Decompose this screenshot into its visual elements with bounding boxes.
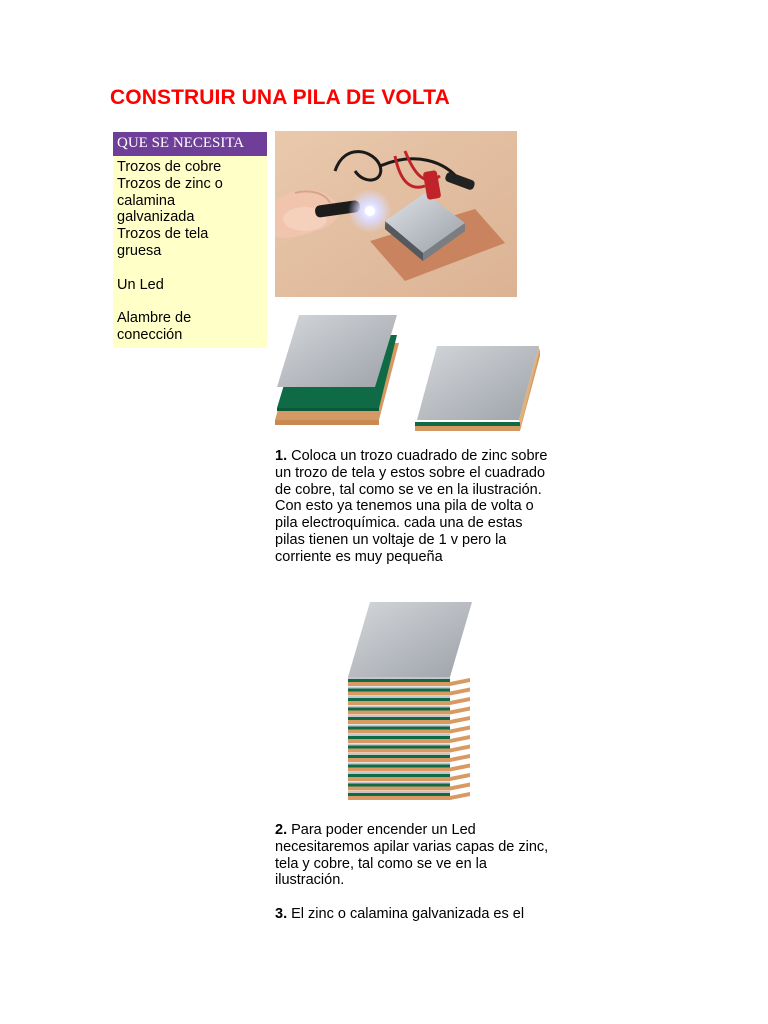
assembled-cell-illustration	[415, 346, 545, 431]
materials-item: galvanizada	[117, 209, 195, 226]
stack-layer	[348, 791, 470, 800]
stack-layer	[348, 687, 470, 696]
materials-item: gruesa	[117, 242, 162, 259]
step-3-text	[275, 906, 550, 923]
stack-layer	[348, 753, 470, 762]
step-body: Para poder encender un Led necesitaremos apilar varias capas de zinc, tela y cobre, tal como se ve en la ilustración.	[275, 822, 549, 889]
materials-item: Alambre de	[117, 310, 192, 327]
materials-list	[113, 156, 267, 347]
materials-item: Trozos de zinc o	[117, 175, 223, 192]
stack-layer	[348, 696, 470, 705]
stack-layer	[348, 734, 470, 743]
materials-box	[113, 132, 267, 348]
materials-item: Trozos de cobre	[117, 159, 222, 175]
step-2-text	[275, 822, 550, 889]
stack-layer	[348, 677, 470, 686]
battery-led-photo	[275, 131, 517, 297]
stack-layer	[348, 725, 470, 734]
materials-item: conección	[117, 326, 183, 343]
step-1-text	[275, 448, 550, 566]
materials-item: Trozos de tela	[117, 226, 209, 243]
step-body: El zinc o calamina galvanizada es el	[287, 906, 525, 922]
stack-layer	[348, 763, 470, 772]
materials-item: calamina	[117, 192, 176, 209]
materials-item	[117, 260, 263, 277]
materials-item	[117, 293, 263, 310]
stack-layer	[348, 782, 470, 791]
step-number: 2.	[275, 822, 288, 838]
stack-layer	[348, 744, 470, 753]
exploded-cell-illustration	[275, 315, 403, 435]
stack-top-zinc	[348, 602, 472, 677]
step-number: 3.	[275, 906, 288, 922]
page-title: CONSTRUIR UNA PILA DE VOLTA	[110, 86, 450, 109]
stacked-cells-illustration	[345, 600, 473, 805]
stack-layer	[348, 772, 470, 781]
step-body: Coloca un trozo cuadrado de zinc sobre un trozo de tela y estos sobre el cuadrado de cobre, tal como se ve en la ilustración. Con esto ya tenemos una pila de volta o pila electroquímica. cada una de estas pilas tienen un voltaje de 1 v pero la corriente es muy pequeña	[275, 448, 548, 565]
materials-header: QUE SE NECESITA	[113, 132, 267, 156]
stack-layer	[348, 706, 470, 715]
stack-layer	[348, 715, 470, 724]
materials-item: Un Led	[117, 276, 164, 293]
step-number: 1.	[275, 448, 288, 464]
